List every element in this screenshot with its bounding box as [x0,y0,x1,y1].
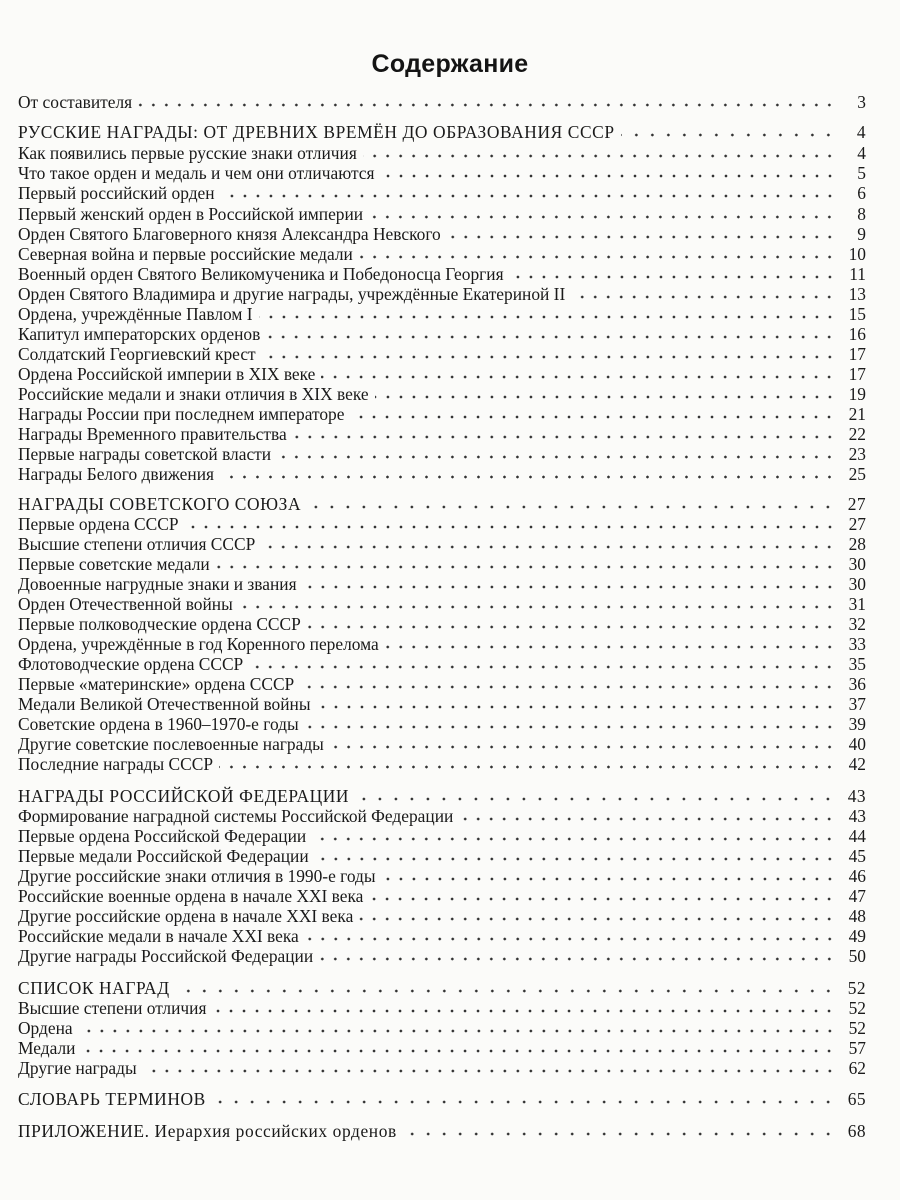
toc-entry-label: Орден Отечественной войны [18,594,233,614]
toc-entry [18,384,866,404]
toc-entry [18,614,866,634]
toc-entry-label: СЛОВАРЬ ТЕРМИНОВ [18,1089,206,1109]
dot-leader [221,193,836,199]
toc-entry-page-number: 65 [847,1089,866,1109]
dot-leader [359,916,836,922]
toc-entry-page-number: 21 [848,404,866,424]
toc-entry-page-number: 32 [848,614,866,634]
toc-entry [18,674,866,694]
toc-entry-label: Солдатский Георгиевский крест [18,344,256,364]
toc-entry [18,754,866,774]
toc-entry [18,946,866,966]
toc-entry [18,714,866,734]
dot-leader [300,684,836,690]
dot-leader [261,544,836,550]
toc-entry-page-number: 36 [848,674,866,694]
toc-entry [18,554,866,574]
toc-entry-label: Капитул императорских орденов [18,324,261,344]
toc-entry-label: Другие российские знаки отличия в 1990-е годы [18,866,376,886]
toc-entry-page-number: 28 [848,534,866,554]
toc-entry-label: Северная война и первые российские медали [18,244,353,264]
toc-entry-label: Ордена [18,1018,73,1038]
toc-entry [18,1018,866,1038]
toc-entry-page-number: 16 [848,324,866,344]
dot-leader [312,836,836,842]
toc-entry-page-number: 46 [848,866,866,886]
dot-leader [81,1048,836,1054]
dot-leader [266,334,836,340]
toc-entry-label: Последние награды СССР [18,754,214,774]
dot-leader [315,856,836,862]
toc-entry-label: Награды Временного правительства [18,424,287,444]
dot-leader [375,394,836,400]
toc-entry-label: Орден Святого Владимира и другие награды, учреждённые Екатериной II [18,284,566,304]
toc-entry [18,244,866,264]
dot-leader [143,1068,836,1074]
toc-entry [18,886,866,906]
toc-entry-label: Первые ордена Российской Федерации [18,826,307,846]
toc-entry-page-number: 30 [848,574,866,594]
dot-leader [369,896,836,902]
dot-leader [220,474,836,480]
toc-entry-label: Ордена, учреждённые Павлом I [18,304,253,324]
toc-entry-page-number: 48 [848,906,866,926]
toc-entry-label: Ордена Российской империи в XIX веке [18,364,316,384]
toc-entry [18,304,866,324]
toc-entry [18,534,866,554]
toc-entry-label: Российские медали в начале XXI века [18,926,299,946]
toc-entry-page-number: 8 [857,204,866,224]
toc-entry-page-number: 3 [857,92,866,112]
dot-leader [239,604,836,610]
toc-entry-label: Высшие степени отличия [18,998,207,1018]
toc-entry-label: Первый российский орден [18,183,215,203]
toc-entry-page-number: 52 [848,998,866,1018]
dot-leader [359,254,836,260]
toc-entry [18,424,866,444]
toc-entry-label: НАГРАДЫ РОССИЙСКОЙ ФЕДЕРАЦИИ [18,786,350,806]
dot-leader [459,816,836,822]
toc-entry-page-number: 43 [847,786,866,806]
toc-entry-page-number: 52 [848,1018,866,1038]
toc-entry-label: Другие российские ордена в начале XXI века [18,906,354,926]
toc-section-entry [18,978,866,998]
toc-entry [18,183,866,203]
toc-entry-page-number: 15 [848,304,866,324]
toc-entry-page-number: 35 [848,654,866,674]
toc-entry-page-number: 44 [848,826,866,846]
toc-entry [18,464,866,484]
toc-entry-page-number: 31 [848,594,866,614]
toc-entry-label: Другие награды [18,1058,137,1078]
toc-entry [18,694,866,714]
toc-entry-label: РУССКИЕ НАГРАДЫ: ОТ ДРЕВНИХ ВРЕМЁН ДО ОБРАЗОВАНИЯ СССР [18,122,615,142]
dot-leader [219,764,836,770]
toc-entry [18,574,866,594]
dot-leader [369,214,836,220]
toc-entry-page-number: 4 [857,143,866,163]
toc-entry-label: Первые медали Российской Федерации [18,846,309,866]
toc-entry-page-number: 33 [848,634,866,654]
toc-entry-label: Советские ордена в 1960–1970-е годы [18,714,299,734]
toc-entry-label: Награды России при последнем императоре [18,404,345,424]
dot-leader [277,454,836,460]
toc-entry-page-number: 10 [848,244,866,264]
toc-entry-label: Первые ордена СССР [18,514,179,534]
dot-leader [212,1008,836,1014]
dot-leader [363,153,836,159]
toc-entry-label: Российские медали и знаки отличия в XIX веке [18,384,369,404]
toc-entry-page-number: 9 [857,224,866,244]
dot-leader [350,414,836,420]
toc-entry-page-number: 5 [857,163,866,183]
toc-entry-label: От составителя [18,92,133,112]
dot-leader [317,704,836,710]
toc-entry [18,806,866,826]
toc-entry-page-number: 13 [848,284,866,304]
toc-entry-label: Медали Великой Отечественной войны [18,694,311,714]
toc-entry-page-number: 27 [848,514,866,534]
dot-leader [262,354,836,360]
toc-section-entry [18,1089,866,1109]
dot-leader [621,132,836,138]
toc-entry-page-number: 57 [848,1038,866,1058]
toc-entry [18,92,866,112]
toc-entry-page-number: 23 [848,444,866,464]
toc-entry-label: Первые награды советской власти [18,444,272,464]
toc-entry [18,444,866,464]
dot-leader [216,564,836,570]
toc-entry-label: Формирование наградной системы Российской Федерации [18,806,454,826]
toc-entry-label: Высшие степени отличия СССР [18,534,256,554]
toc-section-entry [18,786,866,806]
toc-entry [18,514,866,534]
dot-leader [307,624,836,630]
toc-entry [18,204,866,224]
toc-entry [18,1038,866,1058]
toc-entry-label: Медали [18,1038,76,1058]
toc-entry [18,846,866,866]
dot-leader [403,1131,836,1137]
toc-entry-page-number: 42 [848,754,866,774]
toc-entry-page-number: 25 [848,464,866,484]
dot-leader [249,664,836,670]
dot-leader [79,1028,836,1034]
page-title: Содержание [371,50,529,78]
toc-entry [18,224,866,244]
toc-entry-page-number: 27 [847,494,866,514]
toc-entry [18,284,866,304]
dot-leader [185,524,836,530]
toc-entry-page-number: 19 [848,384,866,404]
toc-entry-label: Военный орден Святого Великомученика и Победоносца Георгия [18,264,504,284]
toc-entry [18,926,866,946]
toc-entry [18,634,866,654]
dot-leader [307,504,836,510]
toc-entry-page-number: 43 [848,806,866,826]
toc-entry-label: Первый женский орден в Российской империи [18,204,364,224]
dot-leader [319,956,836,962]
toc-entry-label: Награды Белого движения [18,464,215,484]
toc-entry-label: Довоенные нагрудные знаки и звания [18,574,297,594]
toc-entry-page-number: 39 [848,714,866,734]
toc-entry-page-number: 11 [849,264,866,284]
dot-leader [571,294,836,300]
toc-entry-label: Ордена, учреждённые в год Коренного перелома [18,634,379,654]
dot-leader [293,434,836,440]
toc-entry [18,998,866,1018]
toc-entry [18,404,866,424]
toc-entry [18,734,866,754]
dot-leader [305,724,836,730]
dot-leader [259,314,836,320]
toc-entry-page-number: 4 [856,122,866,142]
toc-entry [18,594,866,614]
toc-entry-label: Орден Святого Благоверного князя Александра Невского [18,224,441,244]
dot-leader [355,796,836,802]
toc-entry-page-number: 45 [848,846,866,866]
dot-leader [303,584,836,590]
toc-entry-label: Первые «материнские» ордена СССР [18,674,295,694]
dot-leader [330,744,836,750]
toc-entry-page-number: 52 [847,978,866,998]
toc-entry-label: Что такое орден и медаль и чем они отличаются [18,163,375,183]
toc-entry-page-number: 50 [848,946,866,966]
toc-entry-page-number: 49 [848,926,866,946]
toc-section-entry [18,122,866,142]
dot-leader [447,234,836,240]
toc-entry [18,344,866,364]
toc-entry [18,654,866,674]
dot-leader [385,644,836,650]
toc-entry-label: Флотоводческие ордена СССР [18,654,244,674]
toc-entry [18,826,866,846]
toc-entry-label: НАГРАДЫ СОВЕТСКОГО СОЮЗА [18,494,302,514]
toc-entry [18,143,866,163]
toc-entry [18,324,866,344]
toc-entry-page-number: 30 [848,554,866,574]
toc-entry [18,163,866,183]
toc-entry [18,906,866,926]
toc-entry-label: Российские военные ордена в начале XXI века [18,886,364,906]
toc-entry-page-number: 37 [848,694,866,714]
dot-leader [138,102,836,108]
toc-entry [18,364,866,384]
toc-entry-page-number: 62 [848,1058,866,1078]
toc-entry-label: ПРИЛОЖЕНИЕ. Иерархия российских орденов [18,1121,397,1141]
toc-entry-page-number: 17 [848,344,866,364]
toc-entry-page-number: 6 [857,183,866,203]
toc-entry-page-number: 22 [848,424,866,444]
toc-entry-page-number: 17 [848,364,866,384]
dot-leader [176,988,836,994]
toc-entry-label: Как появились первые русские знаки отличия [18,143,357,163]
toc-entry-label: Другие советские послевоенные награды [18,734,324,754]
toc-entry [18,1058,866,1078]
dot-leader [382,876,836,882]
dot-leader [321,374,836,380]
dot-leader [212,1099,836,1105]
toc-entry-page-number: 40 [848,734,866,754]
toc-section-entry [18,494,866,514]
toc-entry-label: Первые полководческие ордена СССР [18,614,301,634]
toc-entry-label: Первые советские медали [18,554,210,574]
toc-entry-label: Другие награды Российской Федерации [18,946,314,966]
dot-leader [510,274,836,280]
toc-entry-page-number: 47 [848,886,866,906]
toc-entry-page-number: 68 [847,1121,866,1141]
toc-entry [18,264,866,284]
dot-leader [305,936,836,942]
toc-entry-label: СПИСОК НАГРАД [18,978,170,998]
dot-leader [381,173,837,179]
toc-section-entry [18,1121,866,1141]
toc-entry [18,866,866,886]
